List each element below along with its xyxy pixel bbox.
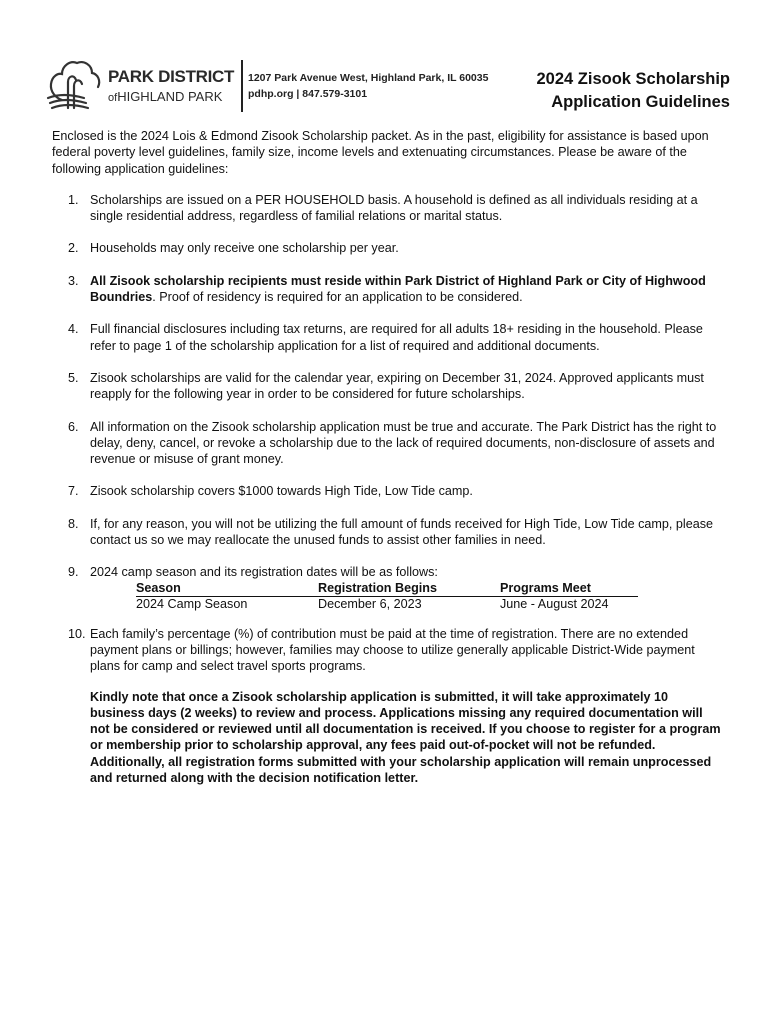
tree-logo-icon [44,54,106,116]
guideline-text: Scholarships are issued on a PER HOUSEHOLD basis. A household is defined as all individuals residing at a single residential address, regardless of familial relations or marital status. [90,192,698,224]
title-line-1: 2024 Zisook Scholarship [536,70,730,88]
guideline-number: 8. [68,516,79,531]
processing-notice: Kindly note that once a Zisook scholarship application is submitted, it will take approximately 10 business days (2 weeks) to review and process. Applications missing any required documentation will not be considered or reviewed until all documentation is received. If you choose to register for a program or membership prior to scholarship approval, any fees paid out-of-pocket will not be refunded. Additionally, all registration forms submitted with your scholarship application will remain unprocessed and returned along with the decision notification letter. [90,689,721,786]
guideline-text: Full financial disclosures including tax returns, are required for all adults 18+ residing in the household. Please refer to page 1 of the scholarship application for a list of required and additional documents. [90,322,703,353]
document-body [52,128,724,786]
logo-text-park-district: PARK DISTRICT [108,67,235,86]
contact-text: pdhp.org | 847.579-3101 [248,88,368,100]
guideline-item [52,240,724,256]
guideline-text: . Proof of residency is required for an application to be considered. [152,290,523,305]
guideline-number: 5. [68,370,79,385]
logo-text-highland: HIGHLAND PARK [117,89,223,104]
intro-paragraph: Enclosed is the 2024 Lois & Edmond Zisook Scholarship packet. As in the past, eligibility for assistance is based upon federal poverty level guidelines, family size, income levels and extenuating circumstances. Please be aware of the following application guidelines: [52,129,709,176]
guideline-item [52,626,724,675]
address-text: 1207 Park Avenue West, Highland Park, IL 60035 [248,72,489,84]
guideline-number: 7. [68,484,79,499]
guideline-number: 3. [68,273,79,288]
guideline-item [52,516,724,549]
guideline-bold-text: All Zisook scholarship recipients must reside within Park District of Highland Park or City of Highwood Boundries [90,273,706,305]
table-cell-registration: December 6, 2023 [318,596,422,611]
table-cell-programs: June - August 2024 [500,596,609,611]
guideline-text: If, for any reason, you will not be utilizing the full amount of funds received for High Tide, Low Tide camp, please contact us so we may reallocate the unused funds to assist other families in need. [90,516,714,548]
logo-text-of: of [108,92,118,104]
document-title [537,68,731,114]
guideline-item [52,370,724,403]
logo-text-highland-park [108,89,222,104]
guideline-text: Zisook scholarship covers $1000 towards High Tide, Low Tide camp. [90,484,473,499]
page-header [44,54,734,118]
guideline-number: 10. [68,626,86,641]
contact-block [248,70,488,102]
table-row [136,596,638,612]
column-header-programs: Programs Meet [500,581,638,597]
guideline-text: Households may only receive one scholarship per year. [90,241,399,256]
guideline-number: 4. [68,322,79,337]
column-header-registration: Registration Begins [318,581,500,597]
guideline-item [52,273,724,306]
guideline-item [52,483,724,499]
guidelines-list [52,192,724,675]
park-district-logo [44,54,236,116]
table-header-row [136,581,638,597]
guideline-text: Each family’s percentage (%) of contribution must be paid at the time of registration. There are no extended payment plans or billings; however, families may choose to utilize generally applicable District-Wide payment plans for camp and select travel sports programs. [90,626,695,674]
guideline-item [52,192,724,225]
column-header-season: Season [136,581,318,597]
guideline-item [52,321,724,354]
guideline-item [52,419,724,468]
guideline-text: 2024 camp season and its registration dates will be as follows: [90,565,438,580]
guideline-number: 1. [68,192,79,207]
guideline-number: 2. [68,241,79,256]
guideline-number: 9. [68,565,79,580]
guideline-number: 6. [68,419,79,434]
header-divider [241,60,243,112]
camp-season-table [136,581,638,612]
guideline-text: Zisook scholarships are valid for the calendar year, expiring on December 31, 2024. Approved applicants must reapply for the following year in order to be considered for future scholarships. [90,370,704,402]
table-cell-season: 2024 Camp Season [136,596,248,611]
guideline-item [52,564,724,611]
title-line-2: Application Guidelines [551,93,730,111]
guideline-text: All information on the Zisook scholarship application must be true and accurate. The Park District has the right to delay, deny, cancel, or revoke a scholarship due to the lack of required documents, non-disclosure of assets and revenue or misuse of grant money. [90,419,717,467]
